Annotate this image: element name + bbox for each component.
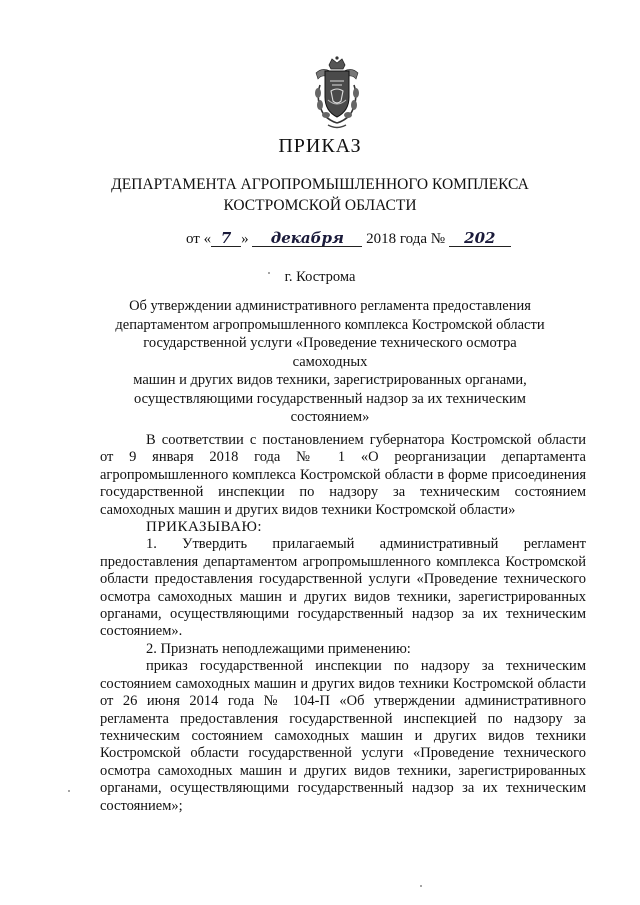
- coat-of-arms-emblem-icon: [302, 55, 372, 131]
- date-prefix: от «: [186, 231, 212, 247]
- subject-line: Об утверждении административного регламента предоставления: [129, 298, 531, 314]
- date-separator: »: [241, 231, 249, 247]
- department-heading: [0, 174, 640, 216]
- scan-speck: [268, 272, 270, 274]
- order-item-1: 1. Утвердить прилагаемый административный регламент предоставления департаментом агропромышленного комплекса Костромской области предоставления государственной услуги «Проведение технического осмотра самоходных машин и других видов техники, зарегистрированных органами, осуществляющими государственный надзор за их техническим состоянием».: [100, 536, 586, 640]
- document-type-title: ПРИКАЗ: [278, 135, 362, 157]
- date-day: 7: [211, 230, 241, 247]
- scan-speck: [68, 790, 70, 792]
- order-word: ПРИКАЗЫВАЮ:: [146, 519, 263, 536]
- city-name: г. Кострома: [284, 269, 356, 285]
- date-month: декабря: [252, 230, 362, 247]
- region-name: КОСТРОМСКОЙ ОБЛАСТИ: [223, 197, 417, 214]
- date-year: 2018 года №: [366, 231, 446, 247]
- document-body: [100, 432, 586, 815]
- order-number: 202: [449, 230, 511, 247]
- document-subject: [110, 297, 550, 427]
- subject-line: машин и других видов техники, зарегистрированных органами,: [133, 372, 527, 388]
- preamble-paragraph: В соответствии с постановлением губернатора Костромской области от 9 января 2018 года № 1 «О реорганизации департамента агропромышленного комплекса Костромской области в форме присоединения государственной инспекции по надзору за техническим состоянием самоходных машин и других видов техники Костромской области»: [100, 432, 586, 518]
- date-line: [186, 230, 511, 248]
- order-item-2-text: приказ государственной инспекции по надзору за техническим состоянием самоходных машин и других видов техники Костромской области от 26 июня 2014 года № 104-П «Об утверждении административного регламента предоставления государственной инспекцией по надзору за техническим состоянием самоходных машин и других видов техники Костромской области государственной услуги «Проведение технического осмотра самоходных машин и других видов техники, зарегистрированных органами, осуществляющими государственный надзор за их техническим состоянием»;: [100, 658, 586, 814]
- subject-line: государственной услуги «Проведение технического осмотра самоходных: [143, 335, 517, 370]
- department-name: ДЕПАРТАМЕНТА АГРОПРОМЫШЛЕННОГО КОМПЛЕКСА: [111, 176, 529, 193]
- order-item-2: 2. Признать неподлежащими применению:: [146, 640, 411, 657]
- subject-line: осуществляющими государственный надзор за их техническим: [134, 390, 526, 407]
- subject-line: департаментом агропромышленного комплекса Костромской области: [115, 316, 545, 333]
- subject-line: состоянием»: [290, 409, 370, 425]
- scan-speck: [420, 885, 422, 887]
